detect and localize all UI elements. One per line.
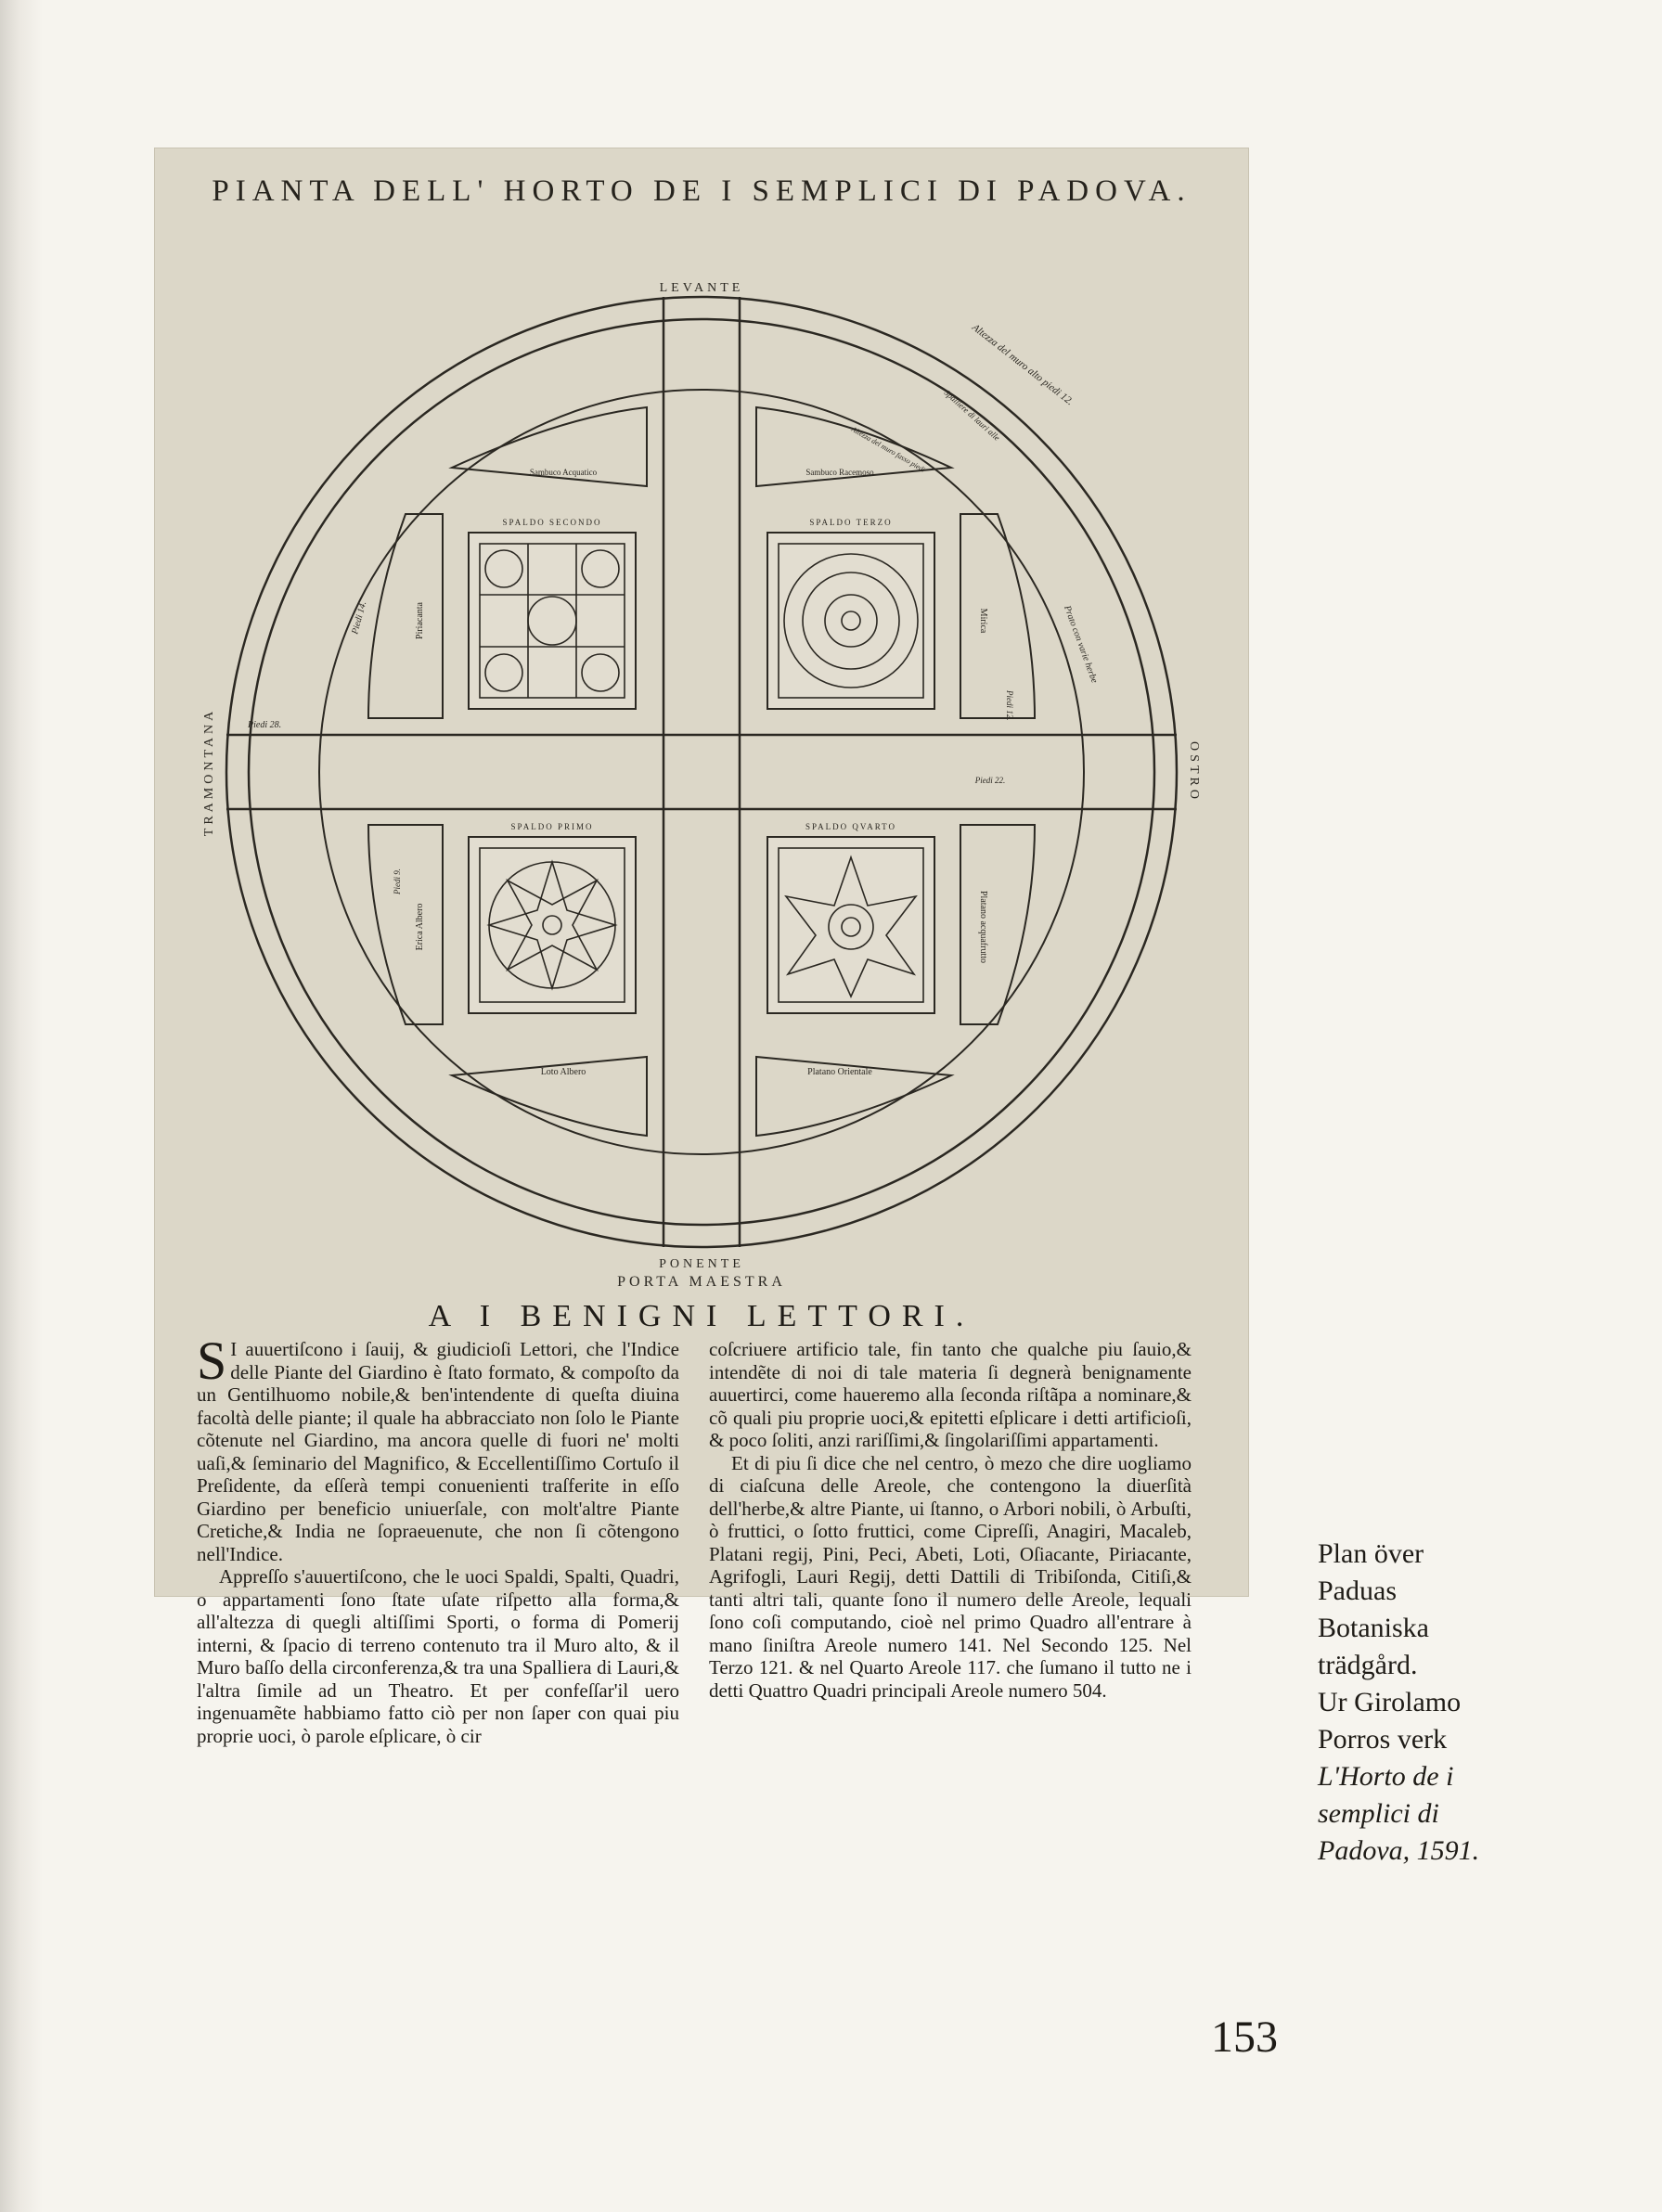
plan-note: Prato con varie herbe: [1062, 604, 1100, 685]
plan-note: Piedi 28.: [248, 720, 282, 730]
compass-bottom-sub: PORTA MAESTRA: [617, 1274, 786, 1290]
caption-title-line: L'Horto de i: [1318, 1761, 1454, 1792]
quadrant-terzo: [767, 533, 934, 709]
paragraph: S I auuertiſcono i ſauij, & giudicioſi Lettori, che l'Indice delle Piante del Giardino è ſtato formato, & compoſto da un Gentilhuomo nobile,& ben'intendente di queſta diuina facoltà delle piante; il quale ha abbracciato non ſolo le Piante cõtenute nel Giardino, ma ancora quelle di fuori ne' molti uaſi,& ſeminario del Magnifico, & Eccellentiſſimo Cortuſo il Preſidente, da eſſerà tempi conuenienti traſferite in eſſo Giardino per beneficio uniuerſale, con molt'altre Piante Cretiche,& India ne ſopraeuenute, che non ſi cõtengono nell'Indice.: [197, 1331, 679, 1565]
paragraph: Et di piu ſi dice che nel centro, ò mezo che dire uogliamo di ciaſcuna delle Areole, che contengono la diuerſità dell'herbe,& altre Piante, ui ſtanno, o Arbori nobili, ò Arbuſti, ò fruttici, o ſotto fruttici, come Cipreſſi, Anagiri, Macaleb, Platani regij, Pini, Peci, Abeti, Loti, Oſiacante, Piriacante, Agrifogli, Lauri Regij, detti Dattili di Tribiſonda, Citiſi,& tanti altri tali, quante ſono il numero delle Areole, lequali ſono coſi computando, cioè nel primo Quadro all'entrare à mano ſiniſtra Areole numero 141. Nel Secondo 125. Nel Terzo 121. & nel Quarto Areole 117. che ſumano il tutto ne i detti Quattro Quadri principali Areole numero 504.: [709, 1451, 1192, 1702]
text-column-right: [709, 1338, 1192, 1702]
plant-label: Sambuco Acquatico: [529, 468, 598, 477]
inner-wall-circle: [249, 319, 1154, 1225]
page-number: 153: [1211, 2013, 1278, 2062]
plan-note: Altezza del muro fasso piedi: [850, 424, 927, 474]
plan-note: Spalliere di lauri alle: [942, 388, 1002, 443]
plate-heading: A I BENIGNI LETTORI.: [428, 1299, 975, 1333]
plan-note: Piedi 9.: [393, 868, 402, 894]
bed-erica-albero: [368, 825, 443, 1024]
plant-label: Platano Orientale: [807, 1067, 872, 1077]
caption-line: Ur Girolamo: [1318, 1687, 1462, 1717]
compass-top: LEVANTE: [659, 281, 744, 295]
book-gutter-shadow: [0, 0, 43, 2212]
paragraph: coſcriuere artificio tale, fin tanto che qualche piu ſauio,& intendẽte di noi di tale materia ſi degnerà benignamente auuertirci, come haueremo alla ſeconda riſtãpa a nominare,& cõ quali piu proprie uoci,& epitetti eſplicare i detti artificioſi, & poco ſoliti, anzi rariſſimi,& ſingolariſſimi appartamenti.: [709, 1338, 1192, 1451]
plant-label: Erica Albero: [415, 903, 425, 951]
outer-wall-circle: [226, 297, 1177, 1247]
engraved-plate: [155, 148, 1248, 1747]
drop-cap: S: [197, 1331, 227, 1391]
text-column-left: [197, 1331, 679, 1747]
bed-platano-acquafrutto: [960, 825, 1035, 1024]
quadrant-secondo: [469, 533, 636, 709]
caption-title-line: semplici di: [1318, 1798, 1439, 1829]
caption-title-line: Padova, 1591.: [1318, 1835, 1480, 1866]
garden-plan: [174, 208, 1230, 1312]
compass-bottom: PONENTE: [659, 1257, 744, 1271]
plant-label: Sambuco Racemoso: [805, 468, 874, 477]
quadrant-label: SPALDO SECONDO: [502, 518, 602, 527]
plan-note: Piedi 22.: [974, 776, 1006, 785]
plant-label: Loto Albero: [540, 1067, 586, 1077]
caption-line: Paduas: [1318, 1575, 1397, 1606]
plan-note: Altezza del muro alto piedi 12.: [970, 321, 1076, 408]
quadrant-label: SPALDO TERZO: [809, 518, 893, 527]
plant-label: Piriacanta: [415, 602, 425, 639]
compass-left: TRAMONTANA: [202, 707, 216, 837]
paragraph: Appreſſo s'auuertiſcono, che le uoci Spaldi, Spalti, Quadri, o appartamenti ſono ſtate uſate riſpetto alla forma,& all'altezza di quegli altiſſimi Sporti, o forma di Pomerij interni, & ſpacio di terreno contenuto tra il Muro alto, & il Muro baſſo della circonferenza,& tra una Spalliera di Lauri,& l'altra ſimile ad un Theatro. Et per confeſſar'il uero ingenuamẽte habbiamo fatto ciò per non ſaper con quai piu proprie uoci, ò parole eſplicare, ò cir: [197, 1565, 679, 1747]
plant-label: Platano acquafrutto: [978, 890, 988, 964]
plate-title: PIANTA DELL' HORTO DE I SEMPLICI DI PADOVA.: [212, 174, 1192, 208]
bed-mirica: [960, 514, 1035, 718]
caption-line: Plan över: [1318, 1538, 1424, 1569]
bed-piriacanta: [368, 514, 443, 718]
quadrant-label: SPALDO QVARTO: [805, 822, 897, 831]
plan-note: Piedi 12.: [1005, 690, 1014, 721]
figure-caption: [1318, 1536, 1503, 1870]
plan-note: Piedi 14.: [350, 600, 369, 636]
compass-right: OSTRO: [1187, 741, 1201, 803]
inner-ring: [319, 390, 1084, 1154]
plant-label: Mirica: [978, 608, 988, 634]
caption-line: Porros verk: [1318, 1724, 1448, 1755]
caption-line: trädgård.: [1318, 1650, 1418, 1680]
caption-line: Botaniska: [1318, 1613, 1429, 1643]
quadrant-quarto: [767, 837, 934, 1013]
quadrant-label: SPALDO PRIMO: [510, 822, 594, 831]
